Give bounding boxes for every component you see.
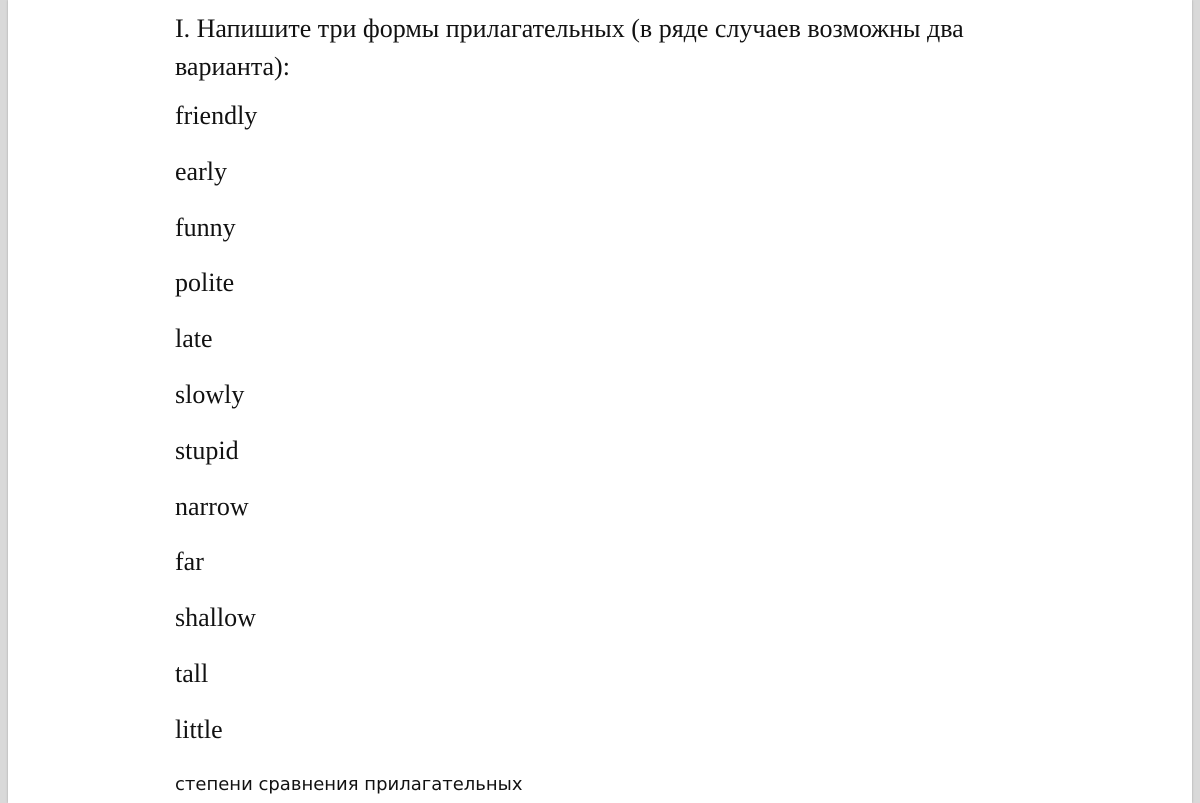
- adjective-item: narrow: [175, 491, 249, 521]
- document-content: [175, 10, 1075, 771]
- adjective-item: tall: [175, 658, 209, 688]
- adjective-item: stupid: [175, 435, 239, 465]
- exercise-instruction: I. Напишите три формы прилагательных (в ряде случаев возможны два варианта):: [175, 14, 964, 81]
- adjective-list: [175, 101, 1075, 745]
- footer-caption: степени сравнения прилагательных: [175, 774, 523, 795]
- adjective-item: slowly: [175, 379, 245, 409]
- adjective-item: little: [175, 714, 223, 744]
- adjective-item: funny: [175, 212, 236, 242]
- adjective-item: friendly: [175, 101, 258, 130]
- adjective-item: late: [175, 324, 213, 354]
- document-page: [8, 0, 1192, 803]
- adjective-item: far: [175, 547, 204, 577]
- adjective-item: shallow: [175, 603, 256, 633]
- adjective-item: polite: [175, 268, 235, 298]
- adjective-item: early: [175, 156, 227, 186]
